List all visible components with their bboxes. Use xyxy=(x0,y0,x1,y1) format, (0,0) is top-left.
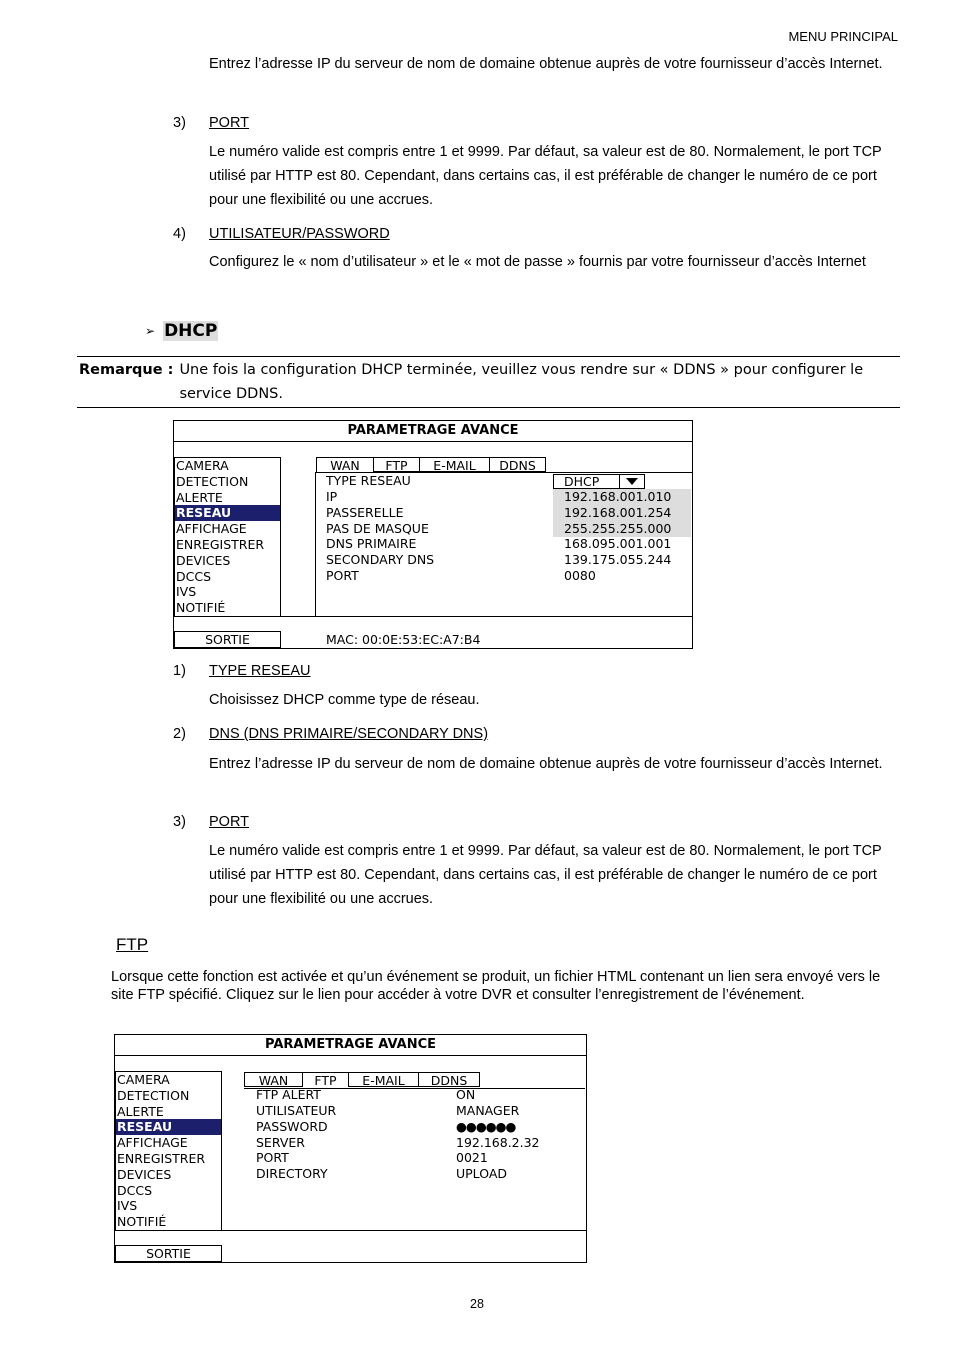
label-secondary-dns: SECONDARY DNS xyxy=(326,552,435,567)
menu-item-detection[interactable]: DETECTION xyxy=(176,473,249,489)
dropdown-arrow-icon[interactable] xyxy=(619,475,644,488)
port-value[interactable]: 0021 xyxy=(456,1150,488,1165)
port-heading: PORT xyxy=(209,814,250,830)
label-port: PORT xyxy=(256,1150,289,1165)
bottom-divider xyxy=(174,616,692,617)
type-reseau-value: DHCP xyxy=(564,474,600,489)
ftp-paragraph: Lorsque cette fonction est activée et qu’un événement se produit, un fichier HTML contenant un lien sera envoyé vers le site FTP spécifié. Cliquez sur le lien pour accéder à votre DVR et consulter l’enregistrement de l’événement. xyxy=(111,969,881,1003)
label-type-reseau: TYPE RESEAU xyxy=(326,473,411,488)
label-password: PASSWORD xyxy=(256,1119,328,1134)
sortie-button[interactable]: SORTIE xyxy=(174,631,281,648)
menu-item-camera[interactable]: CAMERA xyxy=(117,1072,170,1087)
port-paragraph: Le numéro valide est compris entre 1 et 9999. Par défaut, sa valeur est de 80. Normalement, le port TCP utilisé par HTTP est 80. Cependant, dans certains cas, il est préférable de changer le numéro de ce port pour une flexibilité ou une accrues. xyxy=(209,843,882,907)
page-number: 28 xyxy=(470,1297,484,1311)
menu-item-enregistrer[interactable]: ENREGISTRER xyxy=(117,1150,206,1166)
tab-ddns[interactable]: DDNS xyxy=(418,1072,480,1087)
ip-value[interactable]: 192.168.001.010 xyxy=(553,489,691,505)
mac-address: MAC: 00:0E:53:EC:A7:B4 xyxy=(326,632,481,647)
label-directory: DIRECTORY xyxy=(256,1166,328,1181)
advanced-settings-dhcp-screen xyxy=(173,420,693,649)
item-number: 3) xyxy=(173,115,186,131)
dns-heading: DNS (DNS PRIMAIRE/SECONDARY DNS) xyxy=(209,726,489,742)
ftp-heading: FTP xyxy=(116,935,149,954)
sortie-button[interactable]: SORTIE xyxy=(115,1245,222,1262)
label-masque: PAS DE MASQUE xyxy=(326,521,429,536)
user-password-heading: UTILISATEUR/PASSWORD xyxy=(209,226,390,242)
ftp-alert-value[interactable]: ON xyxy=(456,1087,476,1102)
remark-note xyxy=(79,358,901,406)
passerelle-value[interactable]: 192.168.001.254 xyxy=(553,505,691,521)
port-heading: PORT xyxy=(209,115,250,131)
menu-item-devices[interactable]: DEVICES xyxy=(176,552,231,568)
screen-title: PARAMETRAGE AVANCE xyxy=(115,1035,586,1056)
menu-item-alerte[interactable]: ALERTE xyxy=(176,489,223,505)
menu-item-ivs[interactable]: IVS xyxy=(176,584,197,600)
utilisateur-value[interactable]: MANAGER xyxy=(456,1103,520,1118)
password-value[interactable]: ●●●●●● xyxy=(456,1119,516,1134)
tab-ftp[interactable]: FTP xyxy=(373,457,420,472)
dhcp-heading xyxy=(145,321,218,341)
item-number: 2) xyxy=(173,726,186,742)
type-reseau-paragraph: Choisissez DHCP comme type de réseau. xyxy=(209,692,480,708)
secondary-dns-value[interactable]: 139.175.055.244 xyxy=(564,552,672,567)
menu-item-reseau[interactable]: RESEAU xyxy=(116,1119,221,1135)
label-utilisateur: UTILISATEUR xyxy=(256,1103,337,1118)
page-header: MENU PRINCIPAL xyxy=(788,29,898,44)
remark-label: Remarque : xyxy=(79,362,174,378)
label-port: PORT xyxy=(326,568,359,583)
menu-item-reseau[interactable]: RESEAU xyxy=(175,505,280,521)
menu-item-notifie[interactable]: NOTIFIÉ xyxy=(176,600,226,616)
arrow-bullet-icon: ➢ xyxy=(145,324,156,338)
item-number: 3) xyxy=(173,814,186,830)
divider xyxy=(77,356,900,357)
menu-item-dccs[interactable]: DCCS xyxy=(176,568,212,584)
label-server: SERVER xyxy=(256,1135,305,1150)
tab-email[interactable]: E-MAIL xyxy=(419,457,490,472)
label-ftp-alert: FTP ALERT xyxy=(256,1087,321,1102)
settings-menu xyxy=(174,457,281,617)
item-number: 1) xyxy=(173,663,186,679)
menu-item-camera[interactable]: CAMERA xyxy=(176,458,229,473)
type-reseau-heading: TYPE RESEAU xyxy=(209,663,311,679)
remark-text: Une fois la configuration DHCP terminée, veuillez vous rendre sur « DDNS » pour configurer le service DDNS. xyxy=(179,362,864,402)
tab-email[interactable]: E-MAIL xyxy=(348,1072,419,1087)
label-dns-primaire: DNS PRIMAIRE xyxy=(326,536,417,551)
menu-item-ivs[interactable]: IVS xyxy=(117,1198,138,1214)
label-passerelle: PASSERELLE xyxy=(326,505,404,520)
dns-primaire-value[interactable]: 168.095.001.001 xyxy=(564,536,672,551)
menu-item-enregistrer[interactable]: ENREGISTRER xyxy=(176,536,265,552)
divider xyxy=(77,407,900,408)
tab-wan[interactable]: WAN xyxy=(244,1072,303,1087)
settings-menu xyxy=(115,1071,222,1231)
port-paragraph: Le numéro valide est compris entre 1 et 9999. Par défaut, sa valeur est de 80. Normalement, le port TCP utilisé par HTTP est 80. Cependant, dans certains cas, il est préférable de changer le numéro de ce port pour une flexibilité ou une accrues. xyxy=(209,144,882,208)
server-value[interactable]: 192.168.2.32 xyxy=(456,1135,540,1150)
advanced-settings-ftp-screen xyxy=(114,1034,587,1263)
menu-item-notifie[interactable]: NOTIFIÉ xyxy=(117,1214,167,1230)
label-ip: IP xyxy=(326,489,338,504)
menu-item-dccs[interactable]: DCCS xyxy=(117,1182,153,1198)
menu-item-affichage[interactable]: AFFICHAGE xyxy=(117,1135,188,1151)
menu-item-alerte[interactable]: ALERTE xyxy=(117,1103,164,1119)
tab-ddns[interactable]: DDNS xyxy=(489,457,546,472)
bottom-divider xyxy=(220,1230,586,1231)
screen-title: PARAMETRAGE AVANCE xyxy=(174,421,692,442)
user-password-paragraph: Configurez le « nom d’utilisateur » et le « mot de passe » fournis par votre fournisseur d’accès Internet xyxy=(209,254,866,270)
tab-ftp[interactable]: FTP xyxy=(302,1072,349,1087)
masque-value[interactable]: 255.255.255.000 xyxy=(553,521,691,537)
directory-value[interactable]: UPLOAD xyxy=(456,1166,508,1181)
type-reseau-select[interactable] xyxy=(553,474,645,489)
menu-item-affichage[interactable]: AFFICHAGE xyxy=(176,521,247,537)
port-value[interactable]: 0080 xyxy=(564,568,596,583)
menu-item-detection[interactable]: DETECTION xyxy=(117,1087,190,1103)
dns-paragraph: Entrez l’adresse IP du serveur de nom de domaine obtenue auprès de votre fournisseur d’accès Internet. xyxy=(209,756,883,772)
menu-item-devices[interactable]: DEVICES xyxy=(117,1166,172,1182)
item-number: 4) xyxy=(173,226,186,242)
dhcp-title: DHCP xyxy=(164,321,218,341)
dns-paragraph: Entrez l’adresse IP du serveur de nom de domaine obtenue auprès de votre fournisseur d’accès Internet. xyxy=(209,56,883,72)
tab-wan[interactable]: WAN xyxy=(316,457,374,472)
